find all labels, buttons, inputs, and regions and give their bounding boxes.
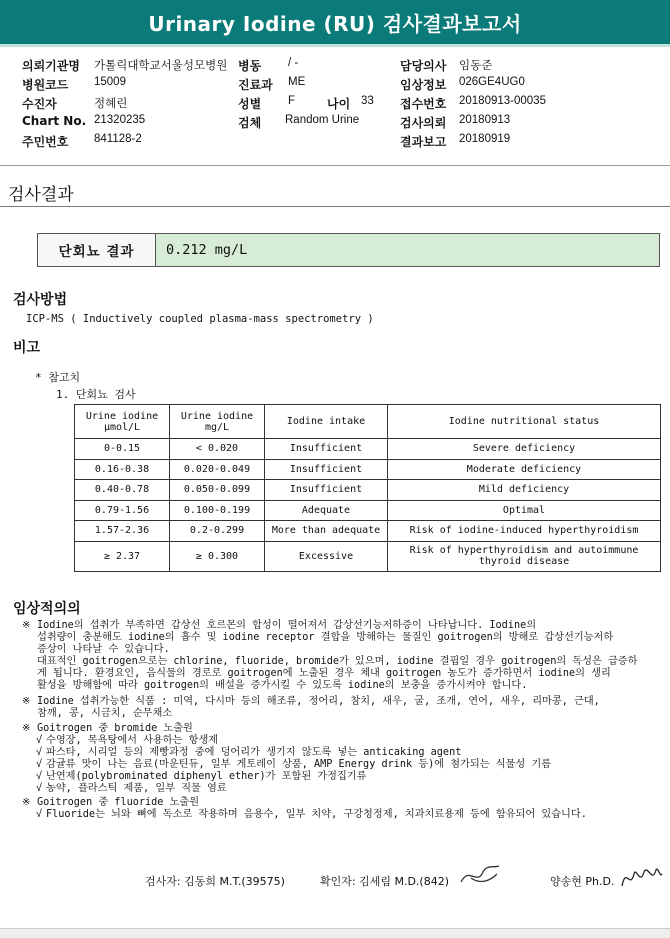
check-icon: √ — [36, 746, 43, 758]
table-cell: Adequate — [265, 500, 388, 521]
info-row-4 — [0, 114, 670, 133]
list-item-text: 파스타, 시리얼 등의 제빵과정 중에 덩어리가 생기지 않도록 넣는 anticaking agent — [46, 746, 462, 758]
reference-mark-icon: ※ — [22, 620, 31, 631]
text-line: 대표적인 goitrogen으로는 chlorine, fluoride, bromide가 있으며, iodine 결핍일 경우 goitrogen의 독성은 급증하 — [37, 656, 638, 668]
single-urine-subheading: 1. 단회뇨 검사 — [56, 388, 136, 401]
fluoride-section — [22, 797, 662, 809]
reference-mark-icon: ※ — [22, 722, 31, 734]
header-status: Iodine nutritional status — [388, 405, 661, 439]
table-cell: Insufficient — [265, 459, 388, 480]
bromide-heading: Goitrogen 중 bromide 노출원 — [37, 722, 193, 734]
section-title: 검사결과 — [8, 185, 74, 205]
specimen-label: 검체 — [238, 116, 262, 130]
check-icon: √ — [36, 734, 43, 746]
text-line: 참깨, 콩, 시금치, 순무채소 — [37, 707, 173, 719]
text-line: Iodine 섭취가능한 식품 : 미역, 다시마 등의 해조류, 정어리, 참치, 새우, 굴, 조개, 연어, 새우, 리마콩, 근대, — [37, 695, 600, 707]
chart-no-label: Chart No. — [22, 114, 87, 128]
table-cell: More than adequate — [265, 521, 388, 542]
text-line: 증상이 나타날 수 있습니다. — [37, 644, 170, 656]
clinical-info-value: 026GE4UG0 — [459, 76, 525, 88]
info-row-3 — [0, 95, 670, 114]
check-icon: √ — [36, 771, 43, 783]
confirmer-signature-icon — [457, 862, 503, 890]
table-cell: Risk of iodine-induced hyperthyroidism — [388, 521, 661, 542]
info-row-1 — [0, 57, 670, 76]
table-cell: Excessive — [265, 541, 388, 571]
specimen-value: Random Urine — [285, 114, 360, 126]
method-text: ICP-MS ( Inductively coupled plasma-mass spectrometry ) — [26, 313, 374, 325]
examinee-value: 정혜린 — [94, 98, 128, 110]
receipt-no-value: 20180913-00035 — [459, 95, 546, 107]
result-label: 단회뇨 결과 — [38, 234, 156, 266]
header-mgl — [170, 405, 265, 439]
text-line: 활성을 방해함에 따라 goitrogen의 배설을 증가시킬 수 있도록 iodine의 보충을 증가시켜야 합니다. — [37, 680, 528, 692]
confirmer-signature-line: 확인자: 김세림 M.D.(842) — [320, 875, 449, 888]
check-icon: √ — [36, 809, 43, 821]
list-item — [22, 771, 662, 783]
section-divider — [0, 206, 670, 207]
header-mgl-line2: mg/L — [204, 421, 230, 433]
report-header — [0, 0, 670, 47]
text-line: Iodine의 섭취가 부족하면 갑상선 호르몬의 합성이 떨어져서 갑상선기능저하증이 나타납니다. Iodine의 — [37, 620, 537, 631]
result-value: 0.212 mg/L — [156, 234, 659, 266]
header-mgl-line1: Urine iodine — [180, 410, 254, 422]
director-signature-line: 양송현 Ph.D. — [550, 875, 615, 888]
tester-signature-line: 검사자: 김동희 M.T.(39575) — [145, 875, 285, 888]
resident-no-label: 주민번호 — [22, 135, 69, 149]
header-umol-line2: μmol/L — [103, 421, 141, 433]
clinical-info-label: 임상정보 — [400, 78, 447, 92]
header-intake: Iodine intake — [265, 405, 388, 439]
list-item — [22, 747, 662, 759]
check-icon: √ — [36, 759, 43, 771]
text-line: 게 됩니다. 환경요인, 음식물의 경로로 goitrogen에 노출된 경우 체내 goitrogen 농도가 증가하면서 iodine의 생리 — [37, 668, 611, 680]
list-item-text: 수영장, 목욕탕에서 사용하는 항생제 — [46, 734, 219, 746]
director-signature-icon — [618, 860, 664, 894]
list-item — [22, 759, 662, 771]
hospital-code-label: 병원코드 — [22, 78, 69, 92]
list-item-text: 농약, 플라스틱 제품, 일부 직물 염료 — [46, 783, 227, 795]
header-umol — [75, 405, 170, 439]
sex-value: F — [288, 95, 296, 107]
patient-info-panel — [0, 50, 670, 166]
table-row — [75, 500, 661, 521]
list-item — [22, 735, 662, 747]
age-value: 33 — [361, 95, 374, 107]
info-row-2 — [0, 76, 670, 95]
info-row-5 — [0, 133, 670, 152]
table-cell: < 0.020 — [170, 439, 265, 460]
reference-mark-icon: ※ — [22, 695, 31, 707]
list-item — [22, 783, 662, 795]
table-row — [75, 480, 661, 501]
list-item-text: 난연제(polybrominated diphenyl ether)가 포함된 가정집기류 — [46, 771, 367, 783]
table-row — [75, 459, 661, 480]
table-row — [75, 439, 661, 460]
fluoride-heading: Goitrogen 중 fluoride 노출원 — [37, 797, 200, 809]
result-box — [37, 233, 660, 267]
report-title: Urinary Iodine (RU) 검사결과보고서 — [148, 11, 522, 36]
chart-no-value: 21320235 — [94, 114, 146, 126]
table-cell: Insufficient — [265, 439, 388, 460]
department-label: 진료과 — [238, 78, 273, 92]
check-icon: √ — [36, 783, 43, 795]
header-umol-line1: Urine iodine — [85, 410, 159, 422]
department-value: ME — [288, 76, 306, 88]
table-cell: Optimal — [388, 500, 661, 521]
receipt-no-label: 접수번호 — [400, 97, 447, 111]
reference-table — [74, 404, 661, 572]
hospital-code-value: 15009 — [94, 76, 126, 88]
reference-label: * 참고치 — [35, 371, 81, 384]
table-cell: 1.57-2.36 — [75, 521, 170, 542]
table-row — [75, 521, 661, 542]
table-cell: 0.2-0.299 — [170, 521, 265, 542]
table-cell: Risk of hyperthyroidism and autoimmune thyroid disease — [388, 541, 661, 571]
table-cell: Moderate deficiency — [388, 459, 661, 480]
table-cell: 0.100-0.199 — [170, 500, 265, 521]
test-request-label: 검사의뢰 — [400, 116, 447, 130]
bromide-section — [22, 723, 662, 735]
table-cell: ≥ 0.300 — [170, 541, 265, 571]
requesting-institution-label: 의뢰기관명 — [22, 59, 80, 73]
result-report-label: 결과보고 — [400, 135, 447, 149]
resident-no-value: 841128-2 — [94, 133, 142, 145]
table-cell: 0.050-0.099 — [170, 480, 265, 501]
physician-label: 담당의사 — [400, 59, 447, 73]
table-cell: Severe deficiency — [388, 439, 661, 460]
reference-table-header — [75, 405, 661, 439]
clinical-significance — [22, 620, 662, 822]
age-label: 나이 — [327, 97, 351, 111]
ward-value: / - — [288, 57, 299, 69]
examinee-label: 수진자 — [22, 97, 57, 111]
clinical-heading: 임상적의의 — [13, 601, 81, 617]
physician-value: 임동준 — [459, 60, 493, 72]
clinical-para-1 — [22, 620, 662, 693]
sex-label: 성별 — [238, 97, 262, 111]
ward-label: 병동 — [238, 59, 262, 73]
requesting-institution-value: 가톨릭대학교서울성모병원 — [94, 60, 228, 72]
table-cell: 0.16-0.38 — [75, 459, 170, 480]
table-cell: 0.79-1.56 — [75, 500, 170, 521]
result-report-value: 20180919 — [459, 133, 511, 145]
clinical-para-2 — [22, 696, 662, 720]
table-cell: Insufficient — [265, 480, 388, 501]
table-cell: 0.40-0.78 — [75, 480, 170, 501]
table-cell: 0-0.15 — [75, 439, 170, 460]
method-heading: 검사방법 — [13, 292, 68, 308]
reference-mark-icon: ※ — [22, 797, 31, 809]
list-item-text: 감귤류 맛이 나는 음료(마운틴듀, 일부 게토레이 상품, AMP Energy drink 등)에 첨가되는 식물성 기름 — [46, 759, 552, 771]
table-cell: ≥ 2.37 — [75, 541, 170, 571]
table-row — [75, 541, 661, 571]
text-line: 섭취량이 충분해도 iodine의 흡수 및 iodine receptor 결합을 방해하는 물질인 goitrogen의 방해로 갑상선기능저하 — [37, 632, 614, 644]
table-cell: Mild deficiency — [388, 480, 661, 501]
remarks-heading: 비고 — [13, 340, 41, 356]
bottom-bar — [0, 928, 670, 938]
table-cell: 0.020-0.049 — [170, 459, 265, 480]
test-request-value: 20180913 — [459, 114, 511, 126]
list-item-text: Fluoride는 뇌와 뼈에 독소로 작용하며 음용수, 일부 치약, 구강청정제, 치과치료용제 등에 함유되어 있습니다. — [46, 809, 587, 821]
list-item — [22, 809, 662, 821]
